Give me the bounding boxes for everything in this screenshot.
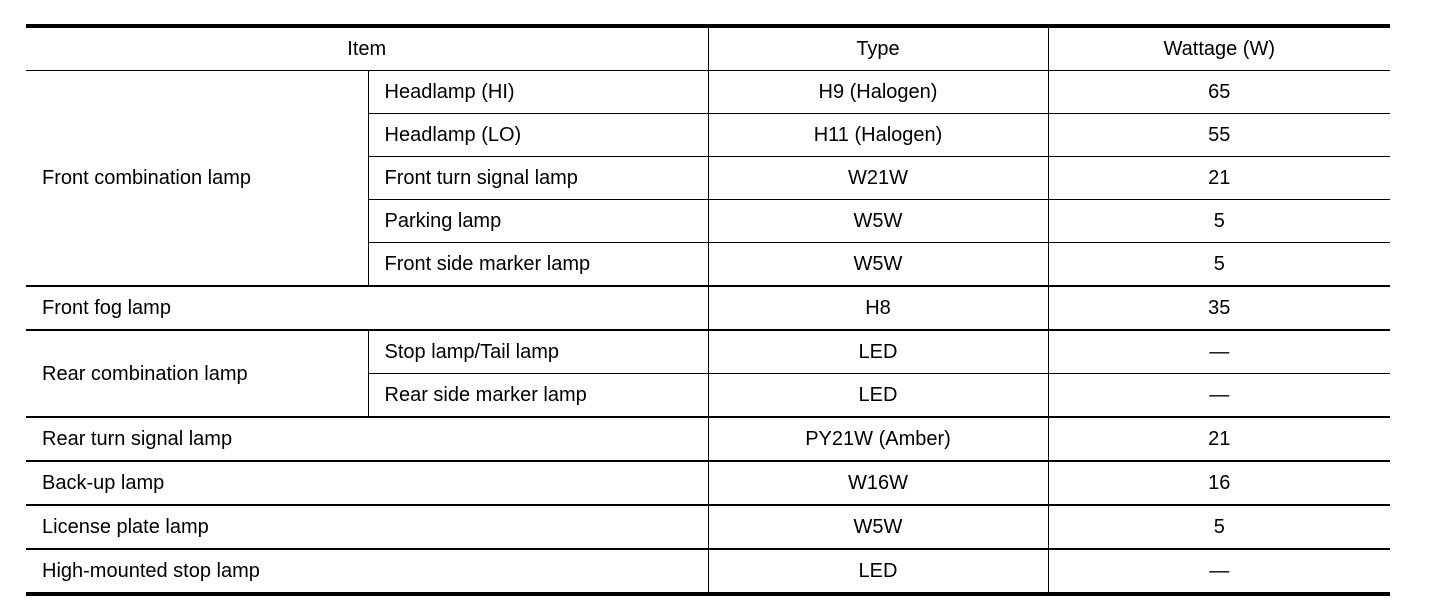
group-label-rear-combination: Rear combination lamp xyxy=(26,330,368,417)
item-cell: Rear turn signal lamp xyxy=(26,417,708,461)
type-cell: W16W xyxy=(708,461,1048,505)
item-cell: Stop lamp/Tail lamp xyxy=(368,330,708,374)
wattage-cell: 5 xyxy=(1048,200,1390,243)
type-cell: W5W xyxy=(708,243,1048,287)
table-row xyxy=(26,505,1390,549)
wattage-cell: 5 xyxy=(1048,505,1390,549)
table-row xyxy=(26,461,1390,505)
wattage-cell: — xyxy=(1048,549,1390,594)
wattage-cell: 21 xyxy=(1048,157,1390,200)
wattage-cell: 55 xyxy=(1048,114,1390,157)
item-cell: Front fog lamp xyxy=(26,286,708,330)
wattage-cell: 35 xyxy=(1048,286,1390,330)
item-cell: Rear side marker lamp xyxy=(368,374,708,418)
item-cell: High-mounted stop lamp xyxy=(26,549,708,594)
bulb-specification-table xyxy=(26,24,1390,596)
type-cell: H9 (Halogen) xyxy=(708,71,1048,114)
item-cell: License plate lamp xyxy=(26,505,708,549)
header-wattage: Wattage (W) xyxy=(1048,26,1390,71)
wattage-cell: 65 xyxy=(1048,71,1390,114)
table-row xyxy=(26,549,1390,594)
type-cell: LED xyxy=(708,549,1048,594)
table-row xyxy=(26,330,1390,374)
table-row xyxy=(26,286,1390,330)
item-cell: Back-up lamp xyxy=(26,461,708,505)
type-cell: W5W xyxy=(708,505,1048,549)
item-cell: Headlamp (HI) xyxy=(368,71,708,114)
header-type: Type xyxy=(708,26,1048,71)
type-cell: PY21W (Amber) xyxy=(708,417,1048,461)
type-cell: LED xyxy=(708,374,1048,418)
item-cell: Headlamp (LO) xyxy=(368,114,708,157)
type-cell: H11 (Halogen) xyxy=(708,114,1048,157)
wattage-cell: — xyxy=(1048,374,1390,418)
type-cell: LED xyxy=(708,330,1048,374)
item-cell: Parking lamp xyxy=(368,200,708,243)
wattage-cell: 21 xyxy=(1048,417,1390,461)
type-cell: H8 xyxy=(708,286,1048,330)
wattage-cell: — xyxy=(1048,330,1390,374)
wattage-cell: 16 xyxy=(1048,461,1390,505)
type-cell: W5W xyxy=(708,200,1048,243)
header-item: Item xyxy=(26,26,708,71)
item-cell: Front turn signal lamp xyxy=(368,157,708,200)
table-row xyxy=(26,71,1390,114)
header-row xyxy=(26,26,1390,71)
item-cell: Front side marker lamp xyxy=(368,243,708,287)
group-label-front-combination: Front combination lamp xyxy=(26,71,368,287)
table-row xyxy=(26,417,1390,461)
wattage-cell: 5 xyxy=(1048,243,1390,287)
type-cell: W21W xyxy=(708,157,1048,200)
